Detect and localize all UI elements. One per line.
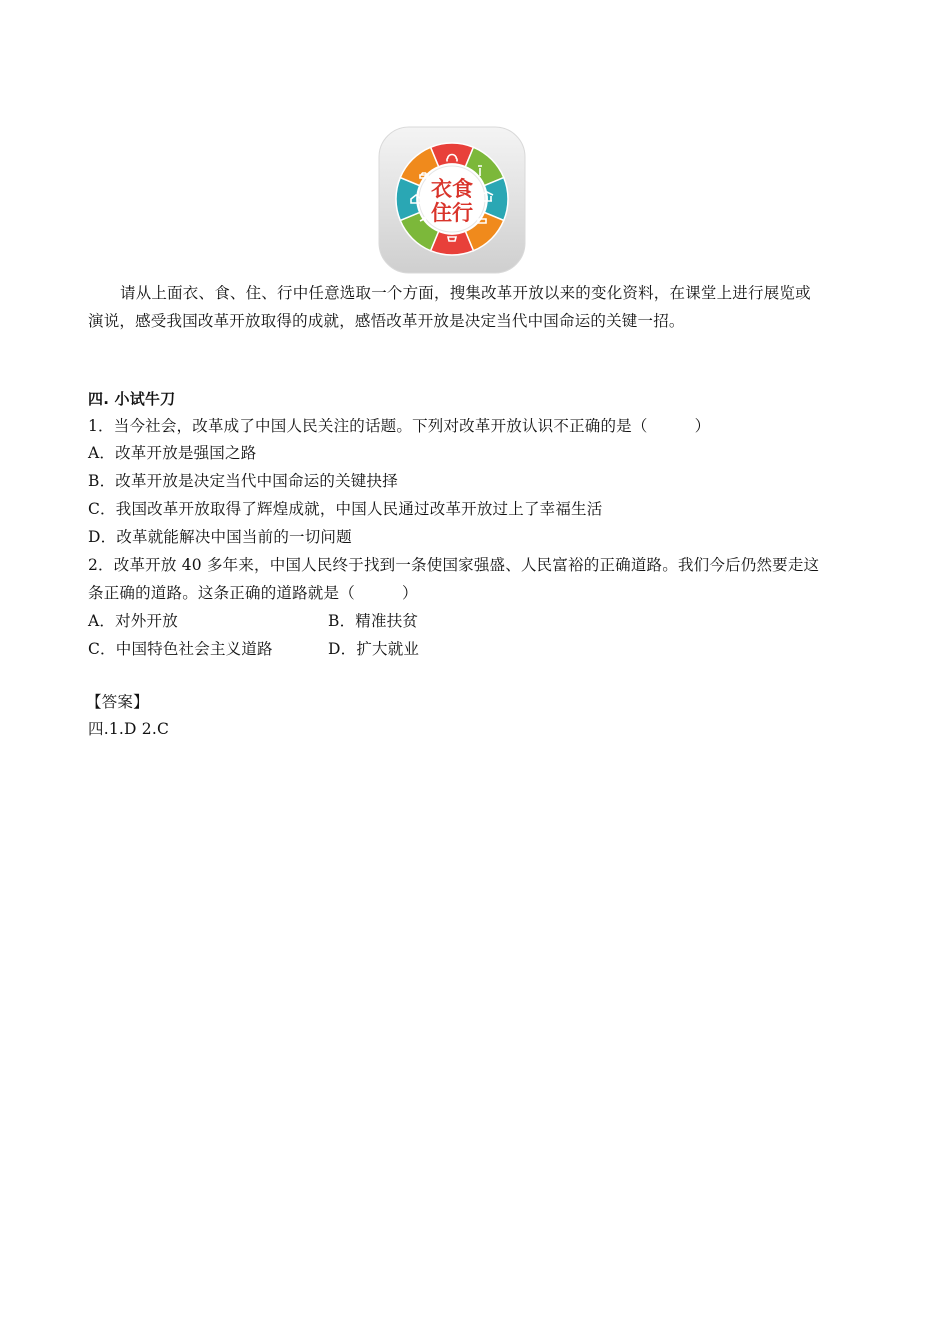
question-1-stem: 1．当今社会，改革成了中国人民关注的话题。下列对改革开放认识不正确的是（ ） xyxy=(88,417,711,435)
logo-text-top: 衣食 xyxy=(431,177,473,201)
question-2-stem-line-1: 2．改革开放 40 多年来，中国人民终于找到一条使国家强盛、人民富裕的正确道路。我们今后仍然要走这 xyxy=(88,556,820,574)
question-2-stem-line-2: 条正确的道路。这条正确的道路就是（ ） xyxy=(88,584,418,602)
section-title: 四. 小试牛刀 xyxy=(88,390,176,408)
clothing-food-housing-transport-logo xyxy=(378,126,526,274)
intro-line-2: 演说，感受我国改革开放取得的成就，感悟改革开放是决定当代中国命运的关键一招。 xyxy=(88,312,685,330)
question-1-option-d: D．改革就能解决中国当前的一切问题 xyxy=(88,528,352,546)
question-2-option-c: C．中国特色社会主义道路 xyxy=(88,640,273,658)
logo-graphic xyxy=(378,126,526,274)
logo-text-bottom: 住行 xyxy=(431,201,473,225)
question-2-option-a: A．对外开放 xyxy=(88,612,178,630)
question-2-option-b: B．精准扶贫 xyxy=(328,612,419,630)
answer-value: 四.1.D 2.C xyxy=(88,720,170,738)
question-1-option-c: C．我国改革开放取得了辉煌成就，中国人民通过改革开放过上了幸福生活 xyxy=(88,500,603,518)
question-1-option-b: B．改革开放是决定当代中国命运的关键抉择 xyxy=(88,472,398,490)
car-icon xyxy=(420,173,428,178)
question-1-option-a: A．改革开放是强国之路 xyxy=(88,444,257,462)
answer-label: 【答案】 xyxy=(86,693,149,711)
question-2-option-d: D．扩大就业 xyxy=(328,640,420,658)
intro-line-1: 请从上面衣、食、住、行中任意选取一个方面，搜集改革开放以来的变化资料，在课堂上进行展览或 xyxy=(120,284,811,302)
